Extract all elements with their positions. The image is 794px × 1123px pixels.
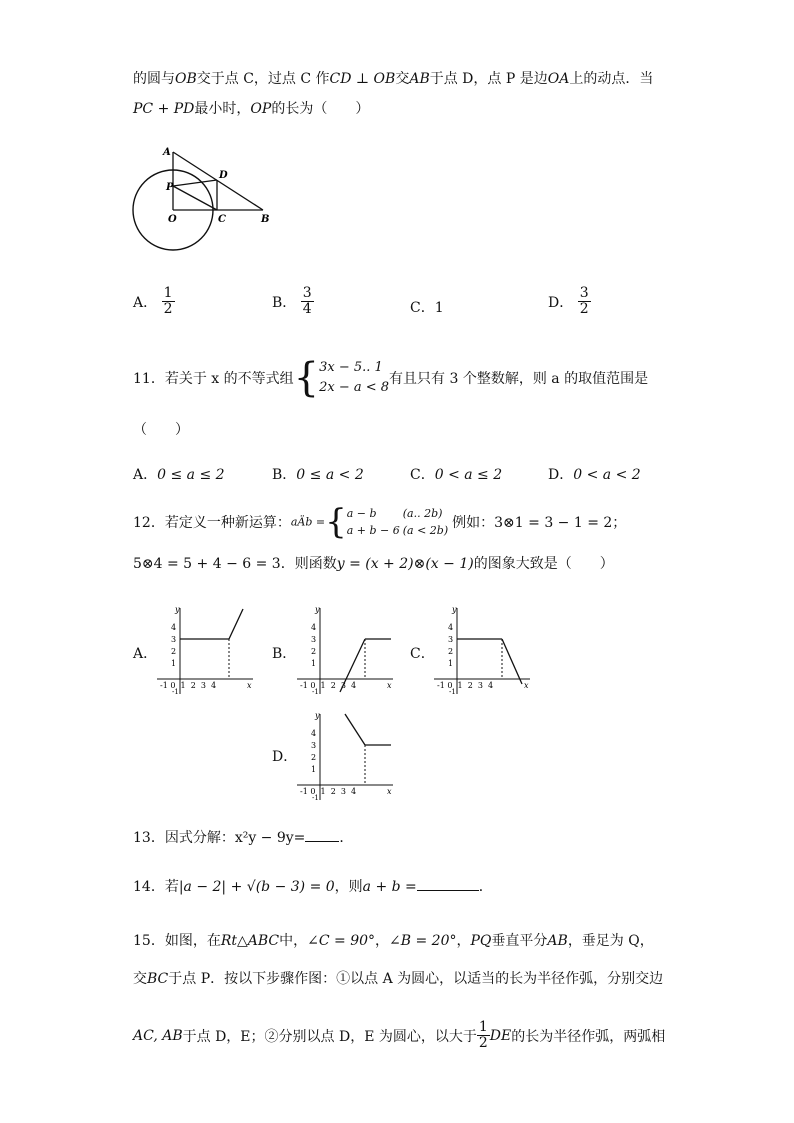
segment-ab: [173, 152, 263, 210]
q13-end: ．: [339, 830, 354, 846]
option-text: 0 ≤ a ≤ 2: [157, 467, 225, 483]
q15-text: ，: [456, 933, 471, 949]
q11-prefix: 11．若关于 x 的不等式组: [133, 371, 294, 387]
q14-stem: [133, 876, 493, 896]
svg-text:2: 2: [171, 647, 177, 656]
option-text: 0 ≤ a < 2: [296, 467, 364, 483]
function-expression: y = (x + 2)⊗(x − 1): [336, 556, 474, 572]
q15-text: 垂直平分: [491, 933, 548, 949]
q15-text: 于点 D，E；②分别以点 D，E 为圆心，以大于: [182, 1028, 477, 1045]
svg-text:3: 3: [311, 635, 317, 644]
label-o: O: [168, 214, 177, 225]
q12-stem-line-1: [133, 502, 626, 542]
math-angle-b: ∠B = 20°: [389, 933, 457, 949]
q10-figure: [130, 140, 280, 255]
q10-option-d[interactable]: [548, 286, 591, 318]
q11-option-c[interactable]: [410, 464, 502, 484]
q10-text: 的长为（ ）: [271, 101, 370, 117]
q14-mid: ，则: [334, 879, 363, 895]
svg-text:2: 2: [311, 753, 317, 762]
q12-prefix: 12．若定义一种新运算：: [133, 515, 291, 531]
q14-end: ．: [478, 879, 493, 895]
q15-line-2: [133, 968, 663, 988]
q15-line-3: [133, 1020, 665, 1052]
svg-text:4: 4: [311, 623, 317, 632]
q10-text: 的圆与: [133, 71, 175, 87]
q12-option-c[interactable]: C．: [410, 646, 435, 662]
q10-option-a[interactable]: [133, 286, 175, 318]
svg-text:y: y: [452, 605, 457, 614]
inequality-1: 3x − 5.. 1: [319, 360, 383, 375]
fraction-half: [477, 1020, 490, 1052]
svg-text:1: 1: [448, 659, 454, 668]
option-letter: B．: [272, 294, 297, 311]
svg-text:4: 4: [311, 729, 317, 738]
svg-text:-1 0 1 2 3 4: -1 0 1 2 3 4: [160, 681, 217, 690]
q10-option-c[interactable]: [410, 297, 444, 317]
math-ab: AB: [547, 933, 568, 949]
q15-text: 15．如图，在: [133, 933, 221, 949]
operation-lhs: aÄb =: [290, 515, 326, 529]
numerator: 1: [163, 285, 173, 301]
svg-text:x: x: [387, 787, 392, 796]
svg-text:x: x: [247, 681, 252, 690]
svg-text:3: 3: [311, 741, 317, 750]
fraction-3-4: [301, 286, 314, 318]
q10-text: 上的动点．当: [569, 71, 654, 87]
piecewise-cases: [347, 505, 448, 539]
option-value: 1: [434, 300, 444, 316]
svg-text:4: 4: [448, 623, 454, 632]
svg-text:2: 2: [448, 647, 454, 656]
svg-text:4: 4: [171, 623, 177, 632]
q10-text: 于点 D，点 P 是边: [429, 71, 548, 87]
brace-icon: {: [293, 355, 320, 401]
case-2-condition: (a < 2b): [402, 524, 449, 537]
graph-c: [432, 604, 532, 696]
option-letter: D．: [548, 467, 574, 483]
label-c: C: [218, 214, 226, 225]
option-letter: D．: [548, 294, 574, 311]
q10-text: 交: [395, 71, 410, 87]
option-letter: C．: [410, 300, 435, 316]
graph-d: [295, 710, 395, 802]
q12-example: 例如：3⊗1 = 3 − 1 = 2；: [452, 515, 627, 531]
q11-option-b[interactable]: [272, 464, 364, 484]
math-ab: AB: [409, 71, 430, 87]
fraction-3-2: [578, 286, 591, 318]
q13-text: 13．因式分解：x²y − 9y=: [133, 830, 306, 846]
svg-text:-1: -1: [312, 688, 319, 696]
math-pq: PQ: [470, 933, 492, 949]
q12-text: 的图象大致是（ ）: [473, 556, 614, 572]
svg-text:-1 0 1 2 3 4: -1 0 1 2 3 4: [300, 681, 357, 690]
svg-text:-1 0 1 2 3 4: -1 0 1 2 3 4: [437, 681, 494, 690]
svg-text:y: y: [315, 711, 320, 720]
option-letter: A．: [133, 467, 158, 483]
q11-stem: [133, 355, 649, 401]
math-oa: OA: [547, 71, 570, 87]
fraction-1-2: [162, 286, 175, 318]
q15-text: 于点 P．按以下步骤作图：①以点 A 为圆心，以适当的长为半径作弧，分别交边: [168, 971, 664, 987]
option-text: 0 < a ≤ 2: [434, 467, 503, 483]
q12-text: 5⊗4 = 5 + 4 − 6 = 3．则函数: [133, 556, 337, 572]
svg-text:y: y: [315, 605, 320, 614]
q12-stem-line-2: [133, 553, 614, 573]
q15-text: ，: [375, 933, 390, 949]
numerator: 1: [478, 1019, 488, 1035]
q15-text: 中，: [279, 933, 308, 949]
q11-option-d[interactable]: [548, 464, 641, 484]
denominator: 2: [163, 301, 173, 318]
q12-option-a[interactable]: A．: [133, 646, 158, 662]
svg-text:-1: -1: [312, 794, 319, 802]
math-triangle: Rt△ABC: [220, 933, 280, 949]
math-op: OP: [250, 101, 272, 117]
svg-text:1: 1: [171, 659, 177, 668]
segment-pc: [173, 186, 217, 210]
q14-prefix: 14．若: [133, 879, 179, 895]
graph-a: [155, 604, 255, 696]
svg-text:y: y: [175, 605, 180, 614]
svg-text:1: 1: [311, 765, 317, 774]
q11-option-a[interactable]: [133, 464, 225, 484]
svg-text:-1: -1: [449, 688, 456, 696]
q12-option-b[interactable]: B．: [272, 646, 297, 662]
q10-text: 交于点 C，过点 C 作: [196, 71, 330, 87]
segment-pd: [173, 180, 217, 186]
label-b: B: [261, 214, 270, 225]
math-de: DE: [489, 1027, 512, 1044]
answer-blank[interactable]: [417, 876, 479, 891]
svg-text:3: 3: [448, 635, 454, 644]
label-p: P: [166, 182, 174, 193]
graph-b: [295, 604, 395, 696]
case-1-condition: (a.. 2b): [402, 507, 443, 520]
option-letter: B．: [272, 467, 297, 483]
inequality-2: 2x − a < 8: [319, 380, 390, 395]
q15-line-1: [133, 930, 654, 950]
q10-line-2: [133, 98, 369, 118]
math-pc-pd: PC + PD: [133, 101, 195, 117]
q14-target: a + b =: [362, 879, 417, 895]
option-letter: C．: [410, 467, 435, 483]
answer-blank[interactable]: [305, 827, 339, 842]
svg-text:-1: -1: [172, 688, 179, 696]
label-d: D: [219, 170, 228, 181]
q15-text: ，垂足为 Q，: [567, 933, 654, 949]
case-1: a − b: [346, 507, 377, 520]
numerator: 3: [302, 285, 312, 301]
q11-paren: （ ）: [133, 422, 189, 438]
case-2: a + b − 6: [346, 524, 400, 537]
svg-text:1: 1: [311, 659, 317, 668]
math-angle-c: ∠C = 90°: [307, 933, 376, 949]
q15-text: 交: [133, 971, 147, 987]
q10-option-b[interactable]: [272, 286, 314, 318]
q13-stem: [133, 827, 353, 847]
q14-expression: |a − 2| + √(b − 3) = 0: [178, 879, 335, 895]
denominator: 2: [579, 301, 589, 318]
q11-suffix: 有且只有 3 个整数解，则 a 的取值范围是: [389, 371, 649, 387]
option-letter: A．: [133, 294, 158, 311]
svg-text:3: 3: [171, 635, 177, 644]
svg-text:x: x: [524, 681, 529, 690]
math-ob: OB: [175, 71, 197, 87]
denominator: 2: [478, 1035, 488, 1052]
svg-text:2: 2: [311, 647, 317, 656]
brace-icon: {: [325, 502, 347, 542]
denominator: 4: [302, 301, 312, 318]
q12-option-d[interactable]: D．: [272, 749, 298, 765]
q15-text: 的长为半径作弧，两弧相: [511, 1028, 666, 1045]
option-text: 0 < a < 2: [573, 467, 641, 483]
inequality-system: [319, 358, 389, 398]
label-a: A: [163, 147, 171, 158]
svg-text:x: x: [387, 681, 392, 690]
math-bc: BC: [147, 971, 169, 987]
q10-text: 最小时，: [194, 101, 251, 117]
numerator: 3: [579, 285, 589, 301]
svg-text:-1 0 1 2 3 4: -1 0 1 2 3 4: [300, 787, 357, 796]
q10-line-1: [133, 68, 653, 88]
math-ac-ab: AC, AB: [133, 1027, 183, 1044]
math-cd-perp-ob: CD ⊥ OB: [329, 71, 396, 87]
